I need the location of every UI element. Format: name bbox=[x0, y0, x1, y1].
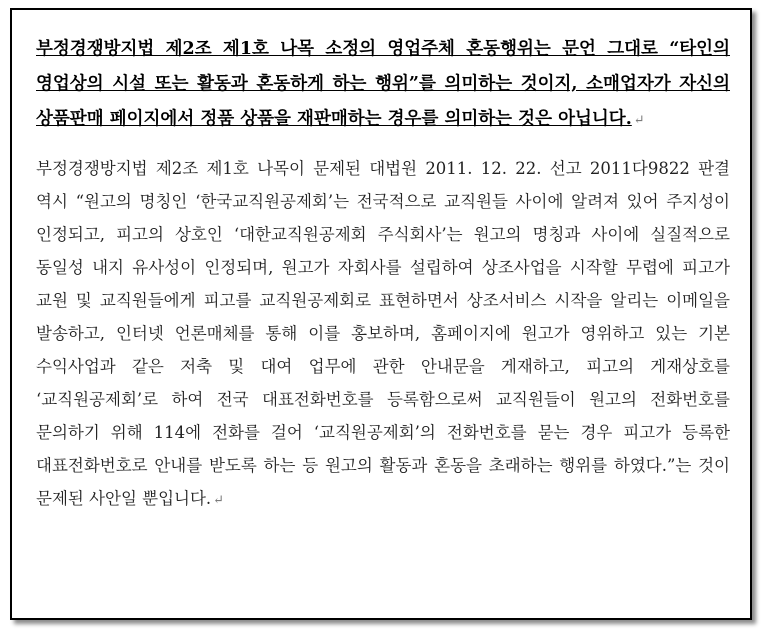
paragraph-body bbox=[36, 152, 730, 517]
document-body bbox=[36, 32, 730, 517]
paragraph-2-text: 부정경쟁방지법 제2조 제1호 나목이 문제된 대법원 2011. 12. 22. 선고 2011다9822 판결 역시 “원고의 명칭인 ‘한국교직원공제회’는 전국적으로 교직원들 사이에 알려져 있어 주지성이 인정되고, 피고의 상호인 ‘대한교직원공제회 주식회사’는 원고의 명칭과 사이에 실질적으로 동일성 내지 유사성이 인정되며, 원고가 자회사를 설립하여 상조사업을 시작할 무렵에 피고가 교원 및 교직원들에게 피고를 교직원공제회로 표현하면서 상조서비스 시작을 알리는 이메일을 발송하고, 인터넷 언론매체를 통해 이를 홍보하며, 홈페이지에 원고가 영위하고 있는 기본 수익사업과 같은 저축 및 대여 업무에 관한 안내문을 게재하고, 피고의 게재상호를 ‘교직원공제회’로 하여 전국 대표전화번호를 등록함으로써 교직원들이 원고의 전화번호를 문의하기 위해 114에 전화를 걸어 ‘교직원공제회’의 전화번호를 묻는 경우 피고가 등록한 대표전화번호로 안내를 받도록 하는 등 원고의 활동과 혼동을 초래하는 행위를 하였다.”는 것이 문제된 사안일 뿐입니다. bbox=[36, 159, 730, 508]
document-frame bbox=[10, 8, 752, 620]
paragraph-emphasized bbox=[36, 32, 730, 138]
paragraph-mark-icon: ↵ bbox=[633, 113, 645, 128]
paragraph-mark-icon: ↵ bbox=[213, 493, 225, 508]
paragraph-1-text: 부정경쟁방지법 제2조 제1호 나목 소정의 영업주체 혼동행위는 문언 그대로 “타인의 영업상의 시설 또는 활동과 혼동하게 하는 행위”를 의미하는 것이지, 소매업자가 자신의 상품판매 페이지에서 정품 상품을 재판매하는 경우를 의미하는 것은 아닙니다. bbox=[36, 39, 730, 129]
